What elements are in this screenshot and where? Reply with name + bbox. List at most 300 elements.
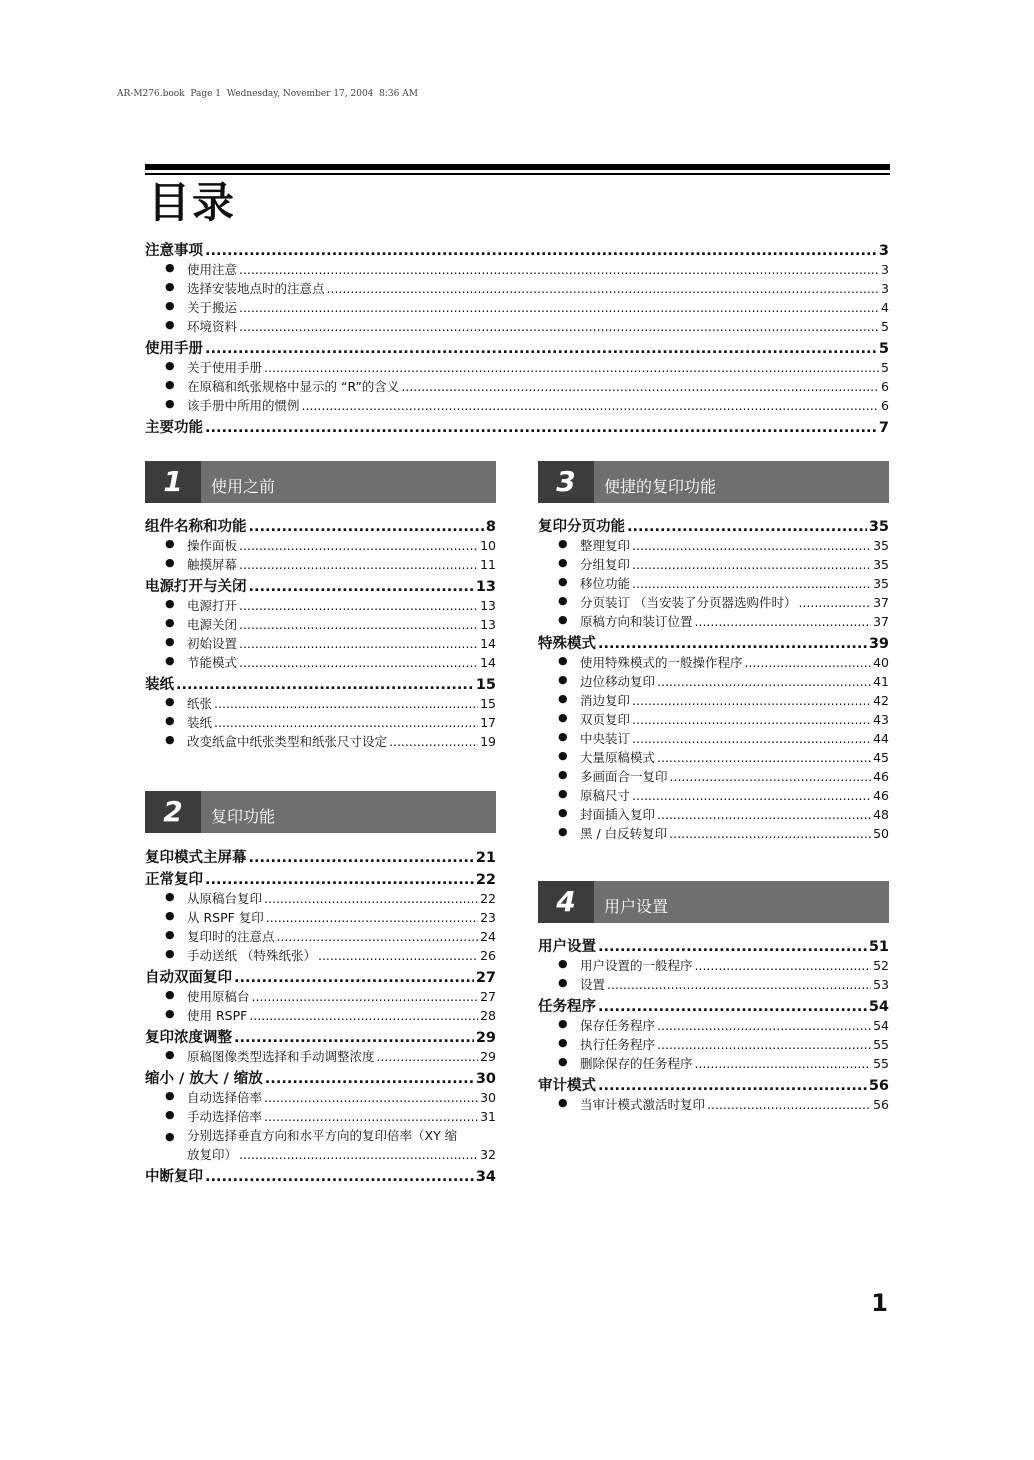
toc-subitem[interactable] [145,713,496,732]
dot-leader [277,929,479,944]
toc-subitem-label: 改变纸盒中纸张类型和纸张尺寸设定 [187,734,388,749]
toc-subitem[interactable] [538,748,889,767]
toc-heading-label: 复印浓度调整 [145,1030,232,1046]
toc-subitem[interactable] [538,767,889,786]
toc-page-number: 37 [873,595,889,610]
dot-leader [632,712,871,727]
bullet-icon: ● [165,616,175,629]
toc-page-number: 15 [475,677,496,693]
dot-leader [205,1169,474,1185]
toc-page-number: 54 [868,999,889,1015]
toc-subitem[interactable] [538,1054,889,1073]
chapter-4-entries [538,934,889,1114]
toc-subitem[interactable] [145,377,889,396]
toc-subitem[interactable] [538,653,889,672]
toc-page-number: 3 [881,262,889,277]
toc-heading[interactable] [145,673,496,694]
toc-subitem-label: 用户设置的一般程序 [580,958,693,973]
toc-subitem[interactable] [145,1088,496,1107]
toc-subitem[interactable] [538,710,889,729]
bullet-icon: ● [165,556,175,569]
toc-subitem-label: 分组复印 [580,557,631,572]
toc-subitem-label: 整理复印 [580,538,631,553]
toc-page-number: 24 [480,929,496,944]
toc-subitem[interactable] [145,694,496,713]
toc-page-number: 29 [475,1030,496,1046]
bullet-icon: ● [558,768,568,781]
toc-page-number: 11 [480,557,496,572]
chapter-1-entries [145,514,496,751]
dot-leader [745,655,872,670]
dot-leader [234,970,474,986]
dot-leader [657,1037,871,1052]
toc-heading-label: 复印分页功能 [538,519,625,535]
toc-heading[interactable] [538,632,889,653]
toc-page-number: 50 [873,826,889,841]
toc-page-number: 17 [480,715,496,730]
dot-leader [205,243,877,259]
toc-subitem-label: 分页装订 （当安装了分页器选购件时） [580,595,797,610]
toc-subitem[interactable] [538,786,889,805]
toc-heading-label: 主要功能 [145,420,203,436]
toc-subitem-label: 从原稿台复印 [187,891,263,906]
toc-heading[interactable] [145,416,889,437]
bullet-icon: ● [558,613,568,626]
dot-leader [318,948,478,963]
chapter-title: 用户设置 [604,897,669,916]
toc-heading-label: 缩小 / 放大 / 缩放 [145,1071,263,1087]
bullet-icon: ● [165,654,175,667]
dot-leader [264,1090,478,1105]
toc-subitem-label: 在原稿和纸张规格中显示的 “R”的含义 [187,379,400,394]
toc-page-number: 13 [480,617,496,632]
toc-subitem-label: 触摸屏幕 [187,557,238,572]
toc-page-number: 55 [873,1037,889,1052]
toc-subitem-label: 电源关闭 [187,617,238,632]
bullet-icon: ● [165,597,175,610]
toc-subitem-label: 保存任务程序 [580,1018,656,1033]
bullet-icon: ● [165,280,175,293]
bullet-icon: ● [558,575,568,588]
dot-leader [632,788,871,803]
toc-subitem[interactable] [145,358,889,377]
toc-page-number: 43 [873,712,889,727]
dot-leader [239,538,478,553]
toc-subitem[interactable] [538,805,889,824]
dot-leader [607,977,871,992]
toc-subitem-label: 初始设置 [187,636,238,651]
toc-page-number: 35 [868,519,889,535]
toc-heading[interactable] [145,337,889,358]
toc-page-number: 56 [868,1078,889,1094]
toc-subitem[interactable] [538,824,889,843]
bullet-icon: ● [558,1017,568,1030]
toc-subitem[interactable] [538,1016,889,1035]
bullet-icon: ● [165,988,175,1001]
toc-heading-label: 电源打开与关闭 [145,579,247,595]
toc-heading-label: 装纸 [145,677,174,693]
toc-subitem[interactable] [145,396,889,415]
toc-page-number: 46 [873,769,889,784]
toc-page-number: 13 [475,579,496,595]
dot-leader [302,398,880,413]
dot-leader [205,420,877,436]
toc-subitem[interactable] [538,1095,889,1114]
toc-heading-label: 中断复印 [145,1169,203,1185]
dot-leader [214,715,478,730]
dot-leader [598,939,867,955]
title-rule-thick [145,164,890,170]
toc-subitem[interactable] [538,555,889,574]
toc-page-number: 28 [480,1008,496,1023]
toc-page-number: 56 [873,1097,889,1112]
bullet-icon: ● [165,1007,175,1020]
bullet-icon: ● [558,711,568,724]
toc-subitem[interactable] [145,653,496,672]
toc-page-number: 21 [475,850,496,866]
bullet-icon: ● [165,359,175,372]
toc-heading[interactable] [145,575,496,596]
toc-subitem[interactable] [145,317,889,336]
toc-heading[interactable] [145,846,496,867]
toc-subitem-label: 分别选择垂直方向和水平方向的复印倍率（XY 缩 [187,1128,458,1143]
bullet-icon: ● [558,594,568,607]
toc-page-number: 34 [475,1169,496,1185]
toc-heading-label: 复印模式主屏幕 [145,850,247,866]
toc-subitem-label: 删除保存的任务程序 [580,1056,693,1071]
toc-subitem-label: 中央装订 [580,731,631,746]
toc-subitem-label: 纸张 [187,696,213,711]
toc-subitem[interactable] [538,975,889,994]
toc-page-number: 52 [873,958,889,973]
chapter-title: 使用之前 [211,477,276,496]
toc-heading-label: 使用手册 [145,341,203,357]
dot-leader [265,1071,474,1087]
toc-subitem-label: 选择安装地点时的注意点 [187,281,325,296]
dot-leader [657,807,871,822]
toc-subitem[interactable] [145,1006,496,1025]
toc-heading[interactable] [145,966,496,987]
toc-page-number: 4 [881,300,889,315]
toc-page-number: 10 [480,538,496,553]
toc-page-number: 27 [475,970,496,986]
toc-subitem[interactable] [145,260,889,279]
toc-subitem-label: 原稿方向和装订位置 [580,614,693,629]
toc-page-number: 5 [881,319,889,334]
toc-subitem-label: 使用原稿台 [187,989,250,1004]
dot-leader [205,872,474,888]
toc-subitem[interactable] [145,889,496,908]
toc-subitem[interactable] [145,615,496,634]
toc-subitem[interactable] [145,634,496,653]
toc-heading[interactable] [145,239,889,260]
toc-page-number: 8 [485,519,496,535]
toc-subitem-label: 环境资料 [187,319,238,334]
toc-page-number: 27 [480,989,496,1004]
toc-page-number: 46 [873,788,889,803]
toc-heading[interactable] [145,1026,496,1047]
bullet-icon: ● [558,1055,568,1068]
toc-heading-label: 用户设置 [538,939,596,955]
bullet-icon: ● [165,695,175,708]
toc-page-number: 7 [878,420,889,436]
toc-subitem-label: 使用特殊模式的一般操作程序 [580,655,743,670]
dot-leader [205,341,877,357]
toc-heading[interactable] [538,935,889,956]
title-rule-thin [145,173,890,175]
dot-leader [239,262,879,277]
toc-subitem-label: 移位功能 [580,576,631,591]
toc-heading[interactable] [145,1067,496,1088]
toc-heading-label: 特殊模式 [538,636,596,652]
toc-heading[interactable] [538,1074,889,1095]
toc-subitem[interactable] [145,279,889,298]
toc-page-number: 26 [480,948,496,963]
dot-leader [239,636,478,651]
toc-heading-label: 自动双面复印 [145,970,232,986]
dot-leader [214,696,478,711]
file-header-meta: AR-M276.book Page 1 Wednesday, November 17, 2004 8:36 AM [117,89,418,99]
toc-subitem[interactable] [145,536,496,555]
bullet-icon: ● [558,673,568,686]
bullet-icon: ● [558,976,568,989]
chapter-number: 3 [538,461,594,503]
toc-page-number: 23 [480,910,496,925]
toc-subitem[interactable] [538,593,889,612]
toc-subitem[interactable] [538,536,889,555]
toc-heading[interactable] [145,868,496,889]
bullet-icon: ● [165,1048,175,1061]
toc-subitem[interactable] [538,672,889,691]
toc-subitem[interactable] [538,612,889,631]
chapter-number: 2 [145,791,201,833]
bullet-icon: ● [558,556,568,569]
toc-page-number: 54 [873,1018,889,1033]
toc-subitem[interactable] [538,956,889,975]
toc-subitem[interactable] [145,927,496,946]
toc-page-number: 39 [868,636,889,652]
bullet-icon: ● [165,537,175,550]
bullet-icon: ● [165,299,175,312]
toc-subitem-label: 黑 / 白反转复印 [580,826,668,841]
bullet-icon: ● [165,1108,175,1121]
toc-subitem-label: 设置 [580,977,606,992]
bullet-icon: ● [558,537,568,550]
bullet-icon: ● [165,1130,175,1143]
toc-subitem[interactable] [145,298,889,317]
dot-leader [598,999,867,1015]
dot-leader [598,1078,867,1094]
toc-subitem-label: 封面插入复印 [580,807,656,822]
toc-page-number: 3 [881,281,889,296]
toc-subitem[interactable] [145,987,496,1006]
toc-page-number: 19 [480,734,496,749]
dot-leader [632,731,871,746]
toc-subitem-label: 手动送纸 （特殊纸张） [187,948,316,963]
toc-subitem-label: 关于搬运 [187,300,238,315]
toc-heading-label: 正常复印 [145,872,203,888]
bullet-icon: ● [165,890,175,903]
bullet-icon: ● [558,692,568,705]
toc-subitem-label: 节能模式 [187,655,238,670]
dot-leader [401,379,879,394]
bullet-icon: ● [165,378,175,391]
toc-subitem-label: 执行任务程序 [580,1037,656,1052]
toc-page-number: 48 [873,807,889,822]
dot-leader [176,677,474,693]
toc-page-number: 40 [873,655,889,670]
toc-subitem[interactable] [538,691,889,710]
dot-leader [249,519,484,535]
bullet-icon: ● [165,909,175,922]
toc-heading[interactable] [538,515,889,536]
toc-subitem-label: 使用注意 [187,262,238,277]
toc-heading[interactable] [145,515,496,536]
bullet-icon: ● [165,947,175,960]
toc-subitem[interactable] [145,908,496,927]
chapter-4-banner [538,881,889,923]
toc-subitem-label-cont: 放复印） [187,1147,238,1162]
bullet-icon: ● [558,749,568,762]
toc-page-number: 30 [480,1090,496,1105]
toc-subitem-label: 当审计模式激活时复印 [580,1097,706,1112]
bullet-icon: ● [165,1089,175,1102]
toc-subitem-label: 装纸 [187,715,213,730]
toc-subitem-label: 边位移动复印 [580,674,656,689]
dot-leader [695,958,872,973]
dot-leader [707,1097,871,1112]
toc-subitem[interactable] [145,1107,496,1126]
bullet-icon: ● [558,806,568,819]
chapter-3-entries [538,514,889,843]
dot-leader [266,910,478,925]
dot-leader [249,579,474,595]
chapter-1-banner [145,461,496,503]
bullet-icon: ● [558,654,568,667]
bullet-icon: ● [558,957,568,970]
dot-leader [264,360,879,375]
toc-heading[interactable] [538,995,889,1016]
toc-subitem-label: 原稿图像类型选择和手动调整浓度 [187,1049,375,1064]
toc-page-number: 30 [475,1071,496,1087]
toc-page-number: 35 [873,576,889,591]
toc-page-number: 35 [873,538,889,553]
toc-subitem-label: 电源打开 [187,598,238,613]
toc-page-number: 15 [480,696,496,711]
dot-leader [632,693,871,708]
page-number: 1 [871,1289,888,1317]
toc-subitem-label: 使用 RSPF [187,1008,248,1023]
toc-page-number: 13 [480,598,496,613]
dot-leader [669,826,871,841]
chapter-3-banner [538,461,889,503]
dot-leader [239,598,478,613]
toc-subitem[interactable] [145,732,496,751]
toc-subitem[interactable] [145,596,496,615]
dot-leader [598,636,867,652]
chapter-2-entries [145,845,496,1186]
toc-subitem[interactable] [145,1047,496,1066]
bullet-icon: ● [558,730,568,743]
dot-leader [327,281,880,296]
toc-subitem[interactable] [145,946,496,965]
bullet-icon: ● [165,318,175,331]
toc-subitem-label: 双页复印 [580,712,631,727]
page-title: 目录 [148,178,237,227]
dot-leader [632,538,871,553]
dot-leader [632,557,871,572]
toc-page-number: 5 [881,360,889,375]
toc-page-number: 44 [873,731,889,746]
toc-page-number: 37 [873,614,889,629]
dot-leader [239,1145,478,1164]
dot-leader [239,617,478,632]
dot-leader [695,614,872,629]
toc-subitem[interactable] [538,1035,889,1054]
chapter-number: 1 [145,461,201,503]
dot-leader [627,519,867,535]
toc-subitem-label: 操作面板 [187,538,238,553]
toc-page-number: 5 [878,341,889,357]
toc-heading-label: 审计模式 [538,1078,596,1094]
toc-page-number: 51 [868,939,889,955]
bullet-icon: ● [165,714,175,727]
toc-page-number: 6 [881,379,889,394]
toc-page-number: 32 [480,1147,496,1162]
toc-subitem[interactable] [145,555,496,574]
dot-leader [657,1018,871,1033]
toc-subitem[interactable] [538,574,889,593]
toc-subitem-label: 多画面合一复印 [580,769,668,784]
toc-page-number: 42 [873,693,889,708]
dot-leader [389,734,478,749]
dot-leader [264,1109,478,1124]
toc-page-number: 29 [480,1049,496,1064]
toc-page-number: 22 [480,891,496,906]
chapter-2-banner [145,791,496,833]
toc-subitem[interactable] [538,729,889,748]
toc-heading-label: 组件名称和功能 [145,519,247,535]
toc-subitem[interactable] [145,1126,496,1164]
bullet-icon: ● [558,1096,568,1109]
toc-page-number: 35 [873,557,889,572]
chapter-number: 4 [538,881,594,923]
toc-subitem-label: 关于使用手册 [187,360,263,375]
dot-leader [670,769,872,784]
toc-page-number: 3 [878,243,889,259]
bullet-icon: ● [165,928,175,941]
toc-intro-section [145,238,889,437]
toc-subitem-label: 从 RSPF 复印 [187,910,264,925]
dot-leader [798,595,871,610]
bullet-icon: ● [165,261,175,274]
dot-leader [239,655,478,670]
dot-leader [377,1049,479,1064]
toc-subitem-label: 消边复印 [580,693,631,708]
dot-leader [252,989,479,1004]
dot-leader [264,891,478,906]
toc-page-number: 45 [873,750,889,765]
bullet-icon: ● [558,825,568,838]
toc-page-number: 22 [475,872,496,888]
toc-page-number: 14 [480,655,496,670]
toc-heading-label: 任务程序 [538,999,596,1015]
toc-heading[interactable] [145,1165,496,1186]
bullet-icon: ● [558,1036,568,1049]
dot-leader [239,557,478,572]
toc-subitem-label: 手动选择倍率 [187,1109,263,1124]
toc-heading-label: 注意事项 [145,243,203,259]
